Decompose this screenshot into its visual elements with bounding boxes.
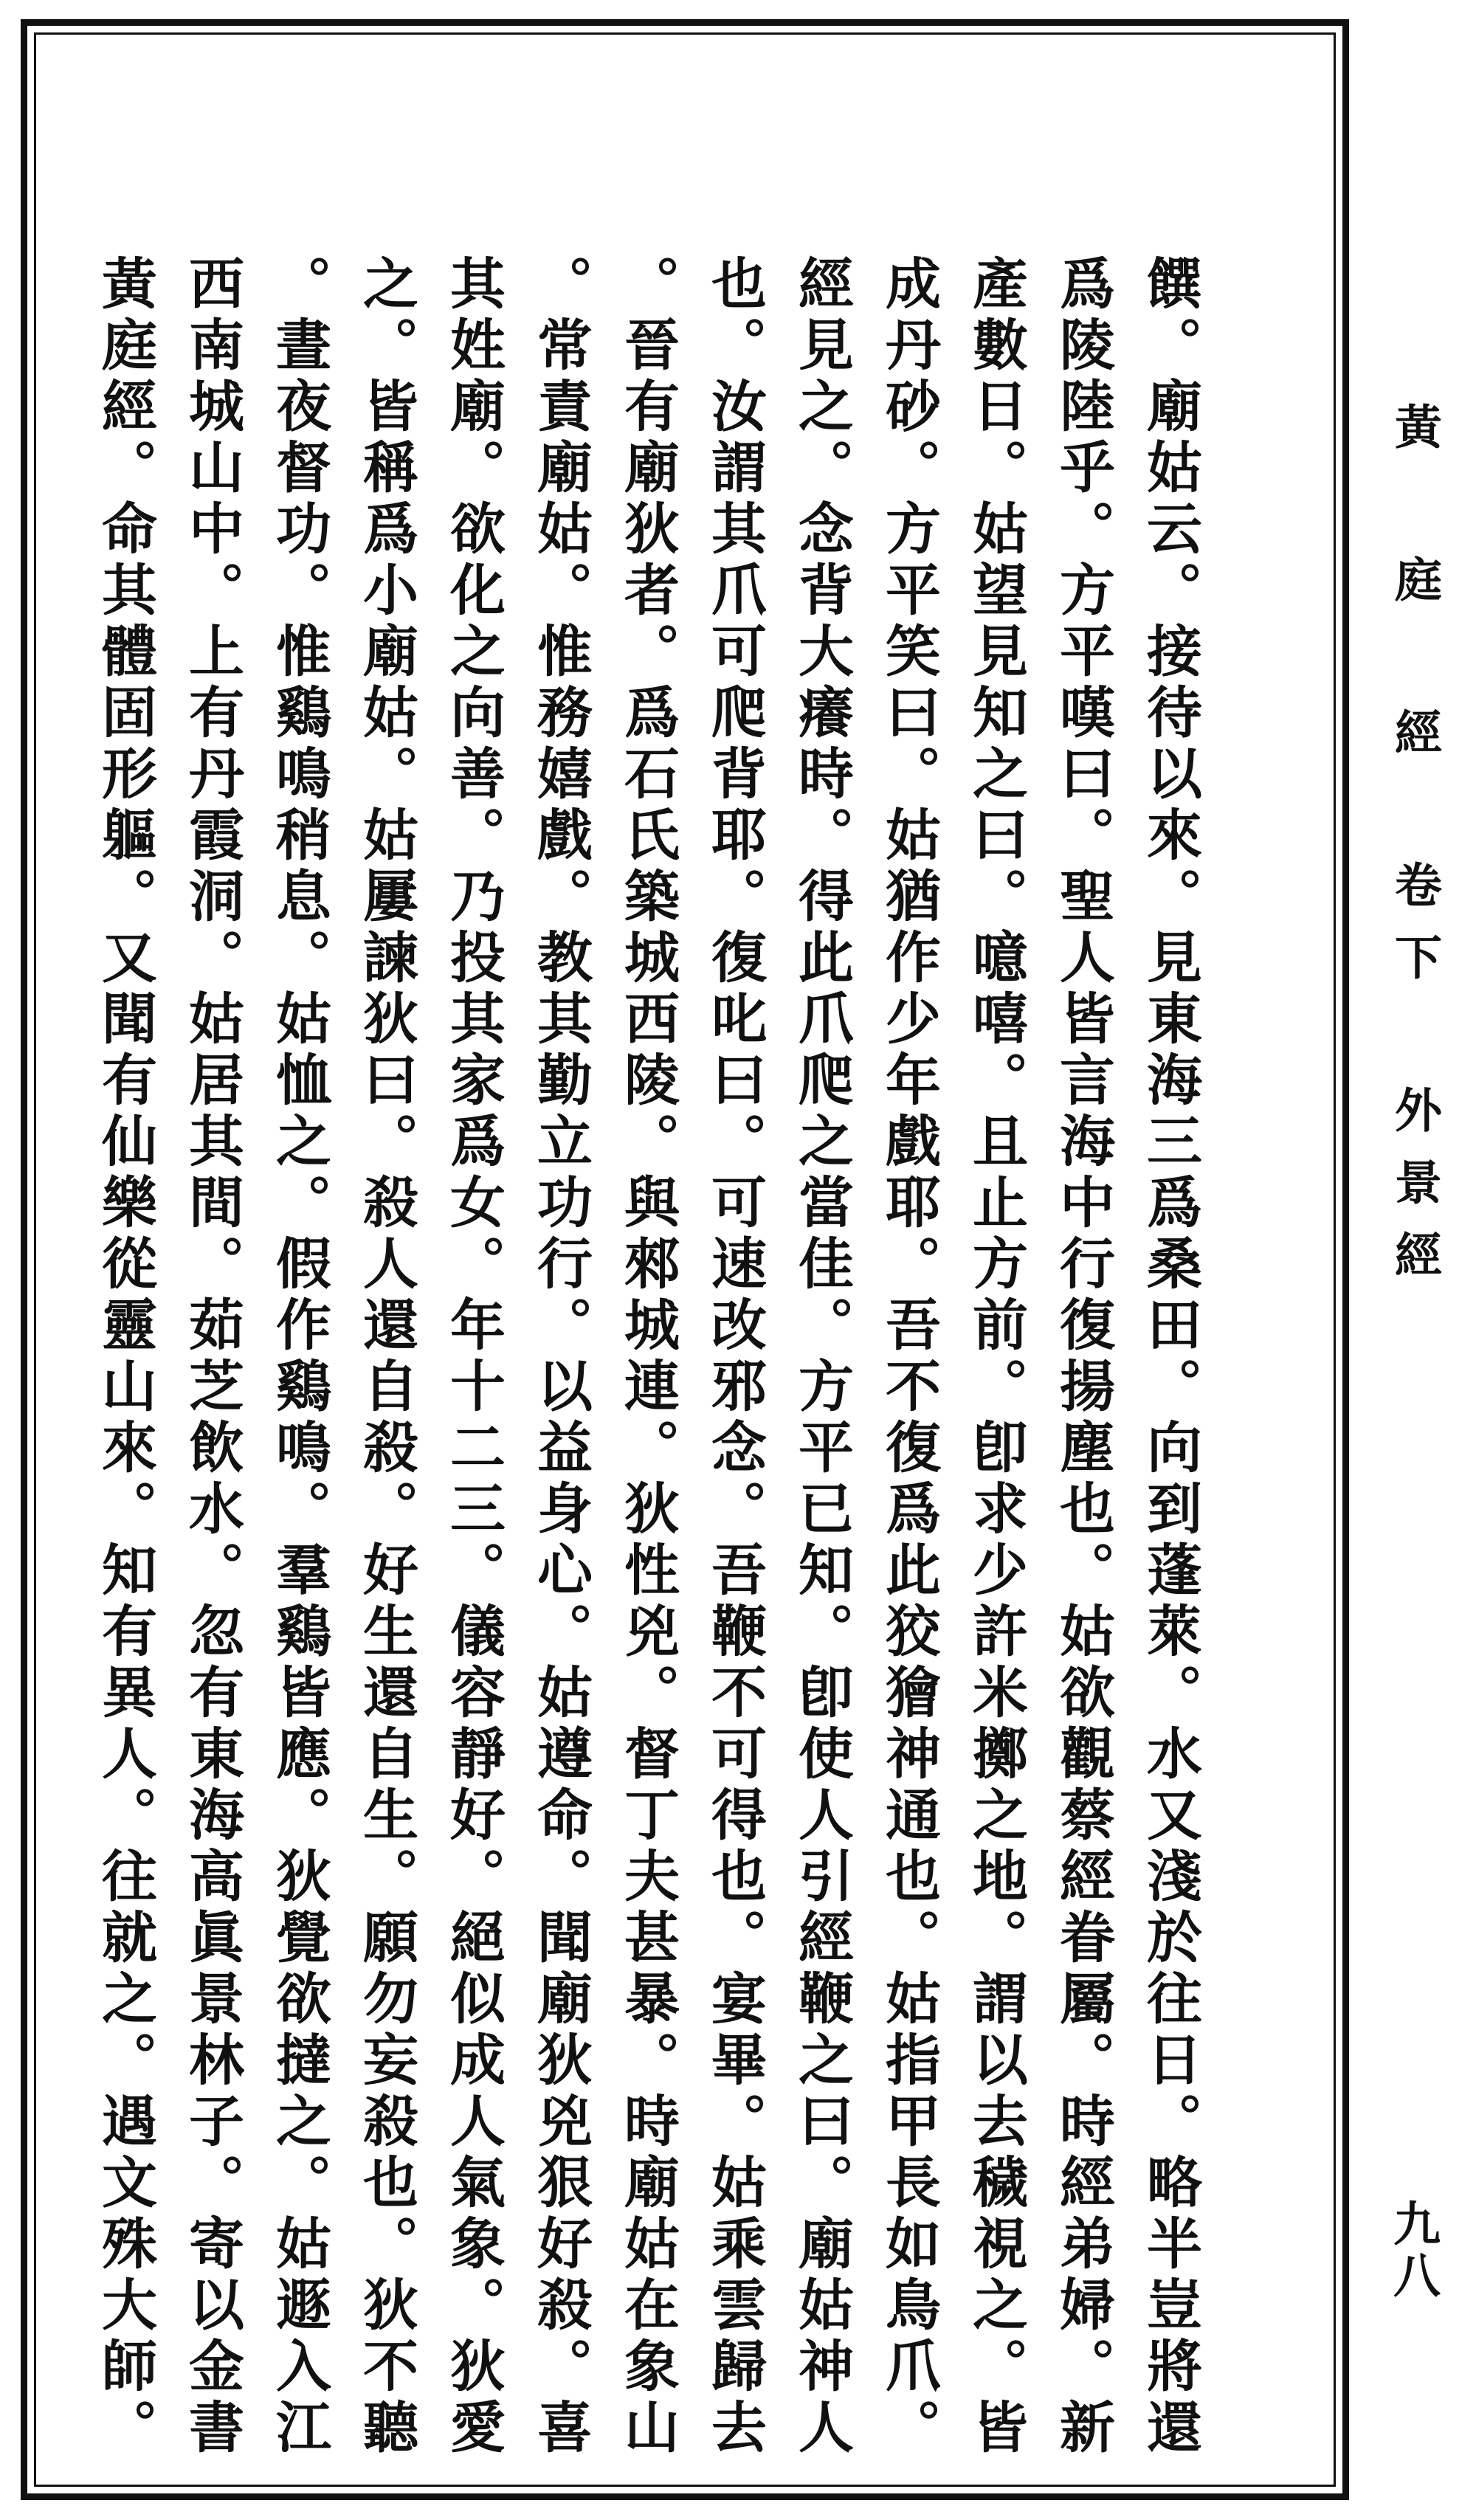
text-column: 黃庭經。命其體固形軀。又聞有仙樂從靈山來。知有異人。往就之。遇文殊大師。 xyxy=(93,255,158,2459)
text-column: 。常責廟姑。惟務嬉戲。教其勤立功行。以益身心。姑遵命。聞廟狄兇狠好殺。喜 xyxy=(528,255,593,2459)
body-text xyxy=(82,255,1214,2459)
text-column: 之。皆稱爲小廟姑。姑屢諫狄曰。殺人還自殺。好生還自生。願勿妄殺也。狄不聽 xyxy=(354,255,419,2459)
text-column: 產數日。姑望見知之曰。噫嘻。且止方前。卽求少許米擲之地。謂以去穢視之。皆 xyxy=(964,255,1029,2459)
text-column: 成丹砂。方平笑曰。姑猶作少年戲耶。吾不復爲此狡獪神通也。姑指甲長如鳥爪。 xyxy=(877,255,942,2459)
running-title: 黃 庭 經 卷下 外景經 xyxy=(1387,402,1442,1302)
text-column: 。晉有廟狄者。爲石氏築城西陵。與郲城連。狄性兇。督丁夫甚暴。時廟姑在象山 xyxy=(615,255,680,2459)
text-column: 爲陵陸乎。方平嘆曰。聖人皆言海中行復揚塵也。姑欲觀蔡經眷屬。時經弟婦。新 xyxy=(1051,255,1116,2459)
text-column: 西南城山中。上有丹霞洞。姑居其間。茹芝飲水。忽有東海高眞景林子。寄以金書 xyxy=(180,255,245,2459)
text-column: 饌。廟姑云。接待以來。見東海三爲桑田。向到蓬萊。水又淺於往日。略半豈將還 xyxy=(1138,255,1203,2459)
text-column: 。晝夜督功。惟鷄鳴稍息。姑恤之。假作鷄鳴。羣鷄皆應。狄覺欲撻之。姑遯入江 xyxy=(267,255,332,2459)
page-number: 九八 xyxy=(1385,2199,1441,2302)
text-column: 其姓廟。欲化之向善。乃投其家爲女。年十二三。儀容靜好。絕似成人氣象。狄愛 xyxy=(441,255,506,2459)
text-column: 經見之。念背大癢時。得此爪爬之當佳。方平已知。卽使人引經鞭之曰。廟姑神人 xyxy=(790,255,855,2459)
text-column: 也。汝謂其爪可爬背耶。復叱曰。可速改邪念。吾鞭不可得也。宴畢。姑乘雲歸去 xyxy=(703,255,768,2459)
